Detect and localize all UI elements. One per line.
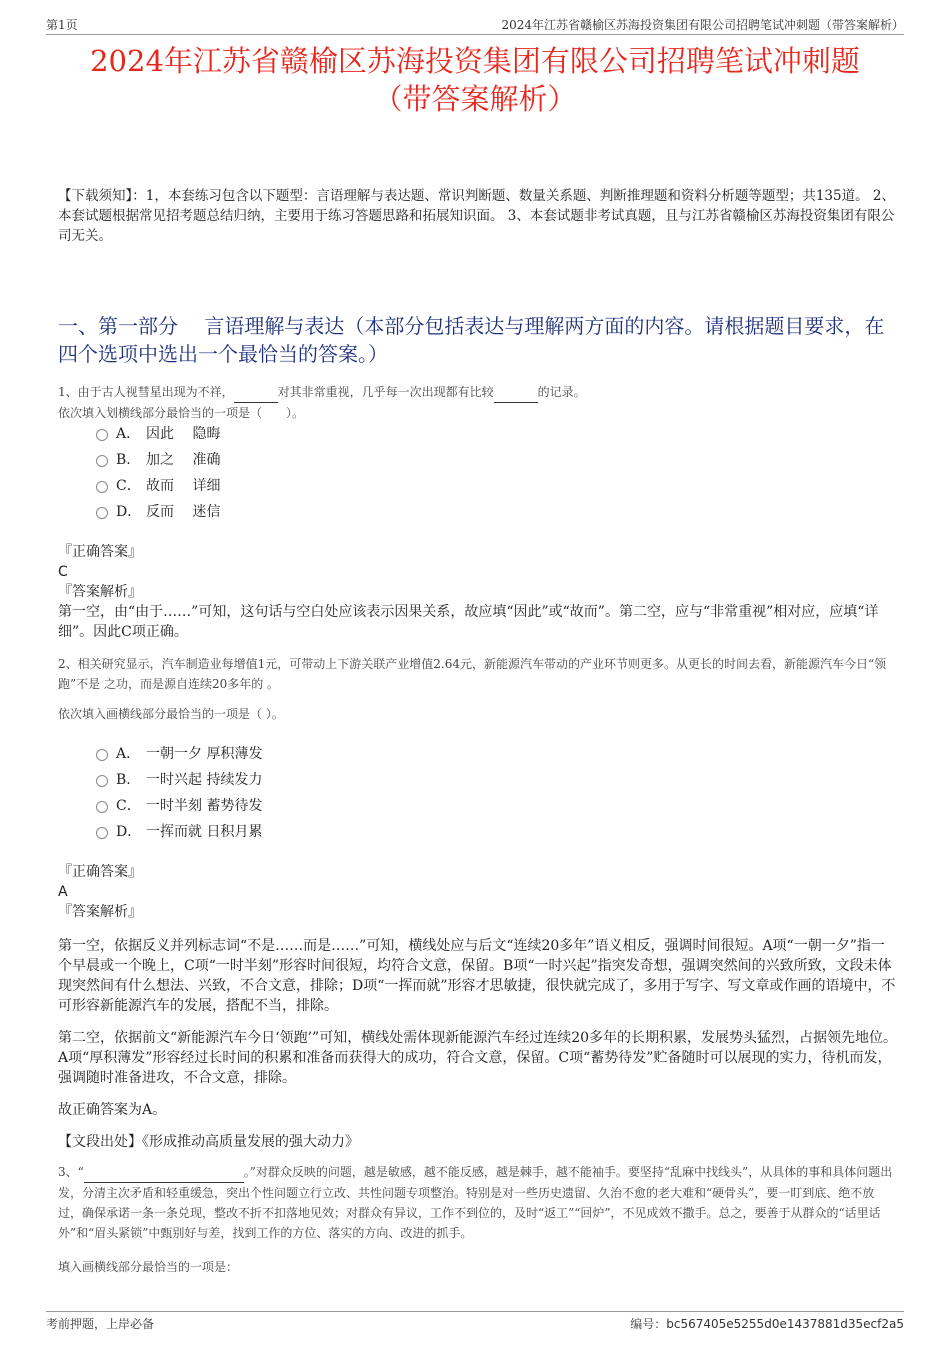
correct-answer-value: A bbox=[58, 884, 68, 900]
option-text: 一朝一夕 厚积薄发 bbox=[146, 746, 263, 762]
question-2-text: 2、相关研究显示，汽车制造业每增值1元，可带动上下游关联产业增值2.64元，新能源汽车带动的产业环节则更多。从更长的时间去看，新能源汽车今日“领跑”不是 之功，而是源自连续20多年的 。 bbox=[58, 657, 887, 691]
code-value: bc567405e5255d0e1437881d35ecf2a5 bbox=[666, 1317, 904, 1331]
download-notice: 【下载须知】：1，本套练习包含以下题型：言语理解与表达题、常识判断题、数量关系题、判断推理题和资料分析题等题型；共135道。 2、本套试题根据常见招考题总结归纳，主要用于练习答题思路和拓展知识面。 3、本套试题非考试真题，且与江苏省赣榆区苏海投资集团有限公司无关。 bbox=[58, 188, 895, 244]
option-letter: C． bbox=[116, 798, 141, 814]
question-1 bbox=[58, 382, 898, 423]
question-1-options bbox=[96, 421, 220, 525]
radio-icon[interactable] bbox=[96, 455, 108, 467]
option-text: 反而 迷信 bbox=[146, 504, 221, 520]
option-letter: D． bbox=[116, 504, 142, 520]
question-3-instruction: 填入画横线部分最恰当的一项是： bbox=[58, 1260, 239, 1274]
analysis-label: 『答案解析』 bbox=[58, 904, 142, 920]
option-letter: A． bbox=[116, 426, 141, 442]
analysis-paragraph-1: 第一空，依据反义并列标志词“不是……而是……”可知，横线处应与后文“连续20多年”语义相反，强调时间很短。A项“一朝一夕”指一个早晨或一个晚上，C项“一时半刻”形容时间很短，均符合文意，保留。B项“一时兴起”指突发奇想，强调突然间的兴致所致，文段未体现突然间有什么想法、兴致，不合文意，排除；D项“一挥而就”形容才思敏捷，很快就完成了，多用于写字、写文章或作画的语境中，不可形容新能源汽车的发展，搭配不当，排除。 bbox=[58, 938, 896, 1014]
q2-option-a[interactable] bbox=[96, 741, 262, 767]
radio-icon[interactable] bbox=[96, 775, 108, 787]
question-1-instruction: 依次填入划横线部分最恰当的一项是（ ）。 bbox=[58, 406, 305, 420]
q1-blank-2 bbox=[494, 382, 538, 403]
radio-icon[interactable] bbox=[96, 827, 108, 839]
page-number: 第1页 bbox=[46, 18, 78, 32]
question-2-answer bbox=[58, 862, 898, 1152]
title-line-1: 2024年江苏省赣榆区苏海投资集团有限公司招聘笔试冲刺题 bbox=[90, 44, 860, 78]
correct-answer-label: 『正确答案』 bbox=[58, 864, 142, 880]
page-header bbox=[46, 14, 904, 35]
correct-answer-label: 『正确答案』 bbox=[58, 544, 142, 560]
q3-blank bbox=[84, 1162, 244, 1183]
header-doc-title: 2024年江苏省赣榆区苏海投资集团有限公司招聘笔试冲刺题（带答案解析） bbox=[501, 18, 904, 32]
radio-icon[interactable] bbox=[96, 801, 108, 813]
footer-slogan: 考前押题，上岸必备 bbox=[46, 1317, 155, 1331]
q1-text-b: 对其非常重视，几乎每一次出现都有比较 bbox=[277, 385, 494, 399]
q1-text-a: 1、由于古人视彗星出现为不祥， bbox=[58, 385, 234, 399]
question-3-text bbox=[58, 1162, 898, 1243]
q1-text-c: 的记录。 bbox=[537, 385, 586, 399]
option-text: 一挥而就 日积月累 bbox=[146, 824, 263, 840]
document-title bbox=[40, 42, 910, 118]
q2-option-c[interactable] bbox=[96, 793, 262, 819]
analysis-label: 『答案解析』 bbox=[58, 584, 142, 600]
q3-text: 。”对群众反映的问题，越是敏感，越不能反感，越是棘手，越不能袖手。要坚持“乱麻中找线头”，从具体的事和具体问题出发，分清主次矛盾和轻重缓急，突出个性问题立行立改、共性问题专项整治。特别是对一些历史遗留、久治不愈的老大难和“硬骨头”，要一盯到底、绝不放过，确保承诺一条一条兑现，整改不折不扣落地见效；对群众有异议，工作不到位的，及时“返工”“回炉”，不见成效不撒手。总之，要善于从群众的“话里话外”和“眉头紧锁”中甄别好与差，找到工作的方位、落实的方向、改进的抓手。 bbox=[58, 1165, 893, 1240]
radio-icon[interactable] bbox=[96, 429, 108, 441]
option-letter: B. bbox=[116, 452, 131, 468]
option-text: 加之 准确 bbox=[146, 452, 221, 468]
option-letter: A． bbox=[116, 746, 141, 762]
question-2-instruction: 依次填入画横线部分最恰当的一项是（ ）。 bbox=[58, 707, 284, 721]
analysis-text: 第一空，由“由于……”可知，这句话与空白处应该表示因果关系，故应填“因此”或“故而”。第二空，应与“非常重视”相对应，应填“详细”。因此C项正确。 bbox=[58, 604, 879, 640]
option-text: 故而 详细 bbox=[146, 478, 221, 494]
q1-blank-1 bbox=[234, 382, 278, 403]
document-code bbox=[630, 1315, 904, 1332]
q2-option-b[interactable] bbox=[96, 767, 262, 793]
q1-option-c[interactable] bbox=[96, 473, 220, 499]
text-source: 【文段出处】《形成推动高质量发展的强大动力》 bbox=[58, 1134, 359, 1150]
title-line-2: （带答案解析） bbox=[373, 82, 577, 116]
radio-icon[interactable] bbox=[96, 507, 108, 519]
radio-icon[interactable] bbox=[96, 481, 108, 493]
correct-answer-value: C bbox=[58, 564, 68, 580]
option-text: 一时兴起 持续发力 bbox=[146, 772, 263, 788]
section-heading: 一、第一部分 言语理解与表达（本部分包括表达与理解两方面的内容。请根据题目要求，在四个选项中选出一个最恰当的答案。） bbox=[58, 314, 885, 366]
analysis-conclusion: 故正确答案为A。 bbox=[58, 1102, 167, 1118]
option-letter: D． bbox=[116, 824, 142, 840]
question-3 bbox=[58, 1162, 898, 1277]
radio-icon[interactable] bbox=[96, 749, 108, 761]
question-1-answer bbox=[58, 542, 898, 642]
q2-option-d[interactable] bbox=[96, 819, 262, 845]
q1-option-a[interactable] bbox=[96, 421, 220, 447]
q1-option-b[interactable] bbox=[96, 447, 220, 473]
question-1-text bbox=[58, 382, 898, 403]
code-label: 编号： bbox=[630, 1317, 667, 1331]
option-letter: C． bbox=[116, 478, 141, 494]
analysis-paragraph-2: 第二空，依据前文“新能源汽车今日‘领跑’”可知，横线处需体现新能源汽车经过连续20多年的长期积累，发展势头猛烈，占据领先地位。A项“厚积薄发”形容经过长时间的积累和准备而获得大的成功，符合文意，保留。C项“蓄势待发”贮备随时可以展现的实力，待机而发，强调随时准备进攻，不合文意，排除。 bbox=[58, 1030, 898, 1086]
q3-prefix: 3、“ bbox=[58, 1165, 84, 1179]
page-footer bbox=[46, 1311, 904, 1336]
option-text: 一时半刻 蓄势待发 bbox=[146, 798, 263, 814]
option-text: 因此 隐晦 bbox=[146, 426, 221, 442]
question-2-options bbox=[96, 741, 262, 845]
question-2 bbox=[58, 654, 898, 724]
q1-option-d[interactable] bbox=[96, 499, 220, 525]
option-letter: B. bbox=[116, 772, 131, 788]
